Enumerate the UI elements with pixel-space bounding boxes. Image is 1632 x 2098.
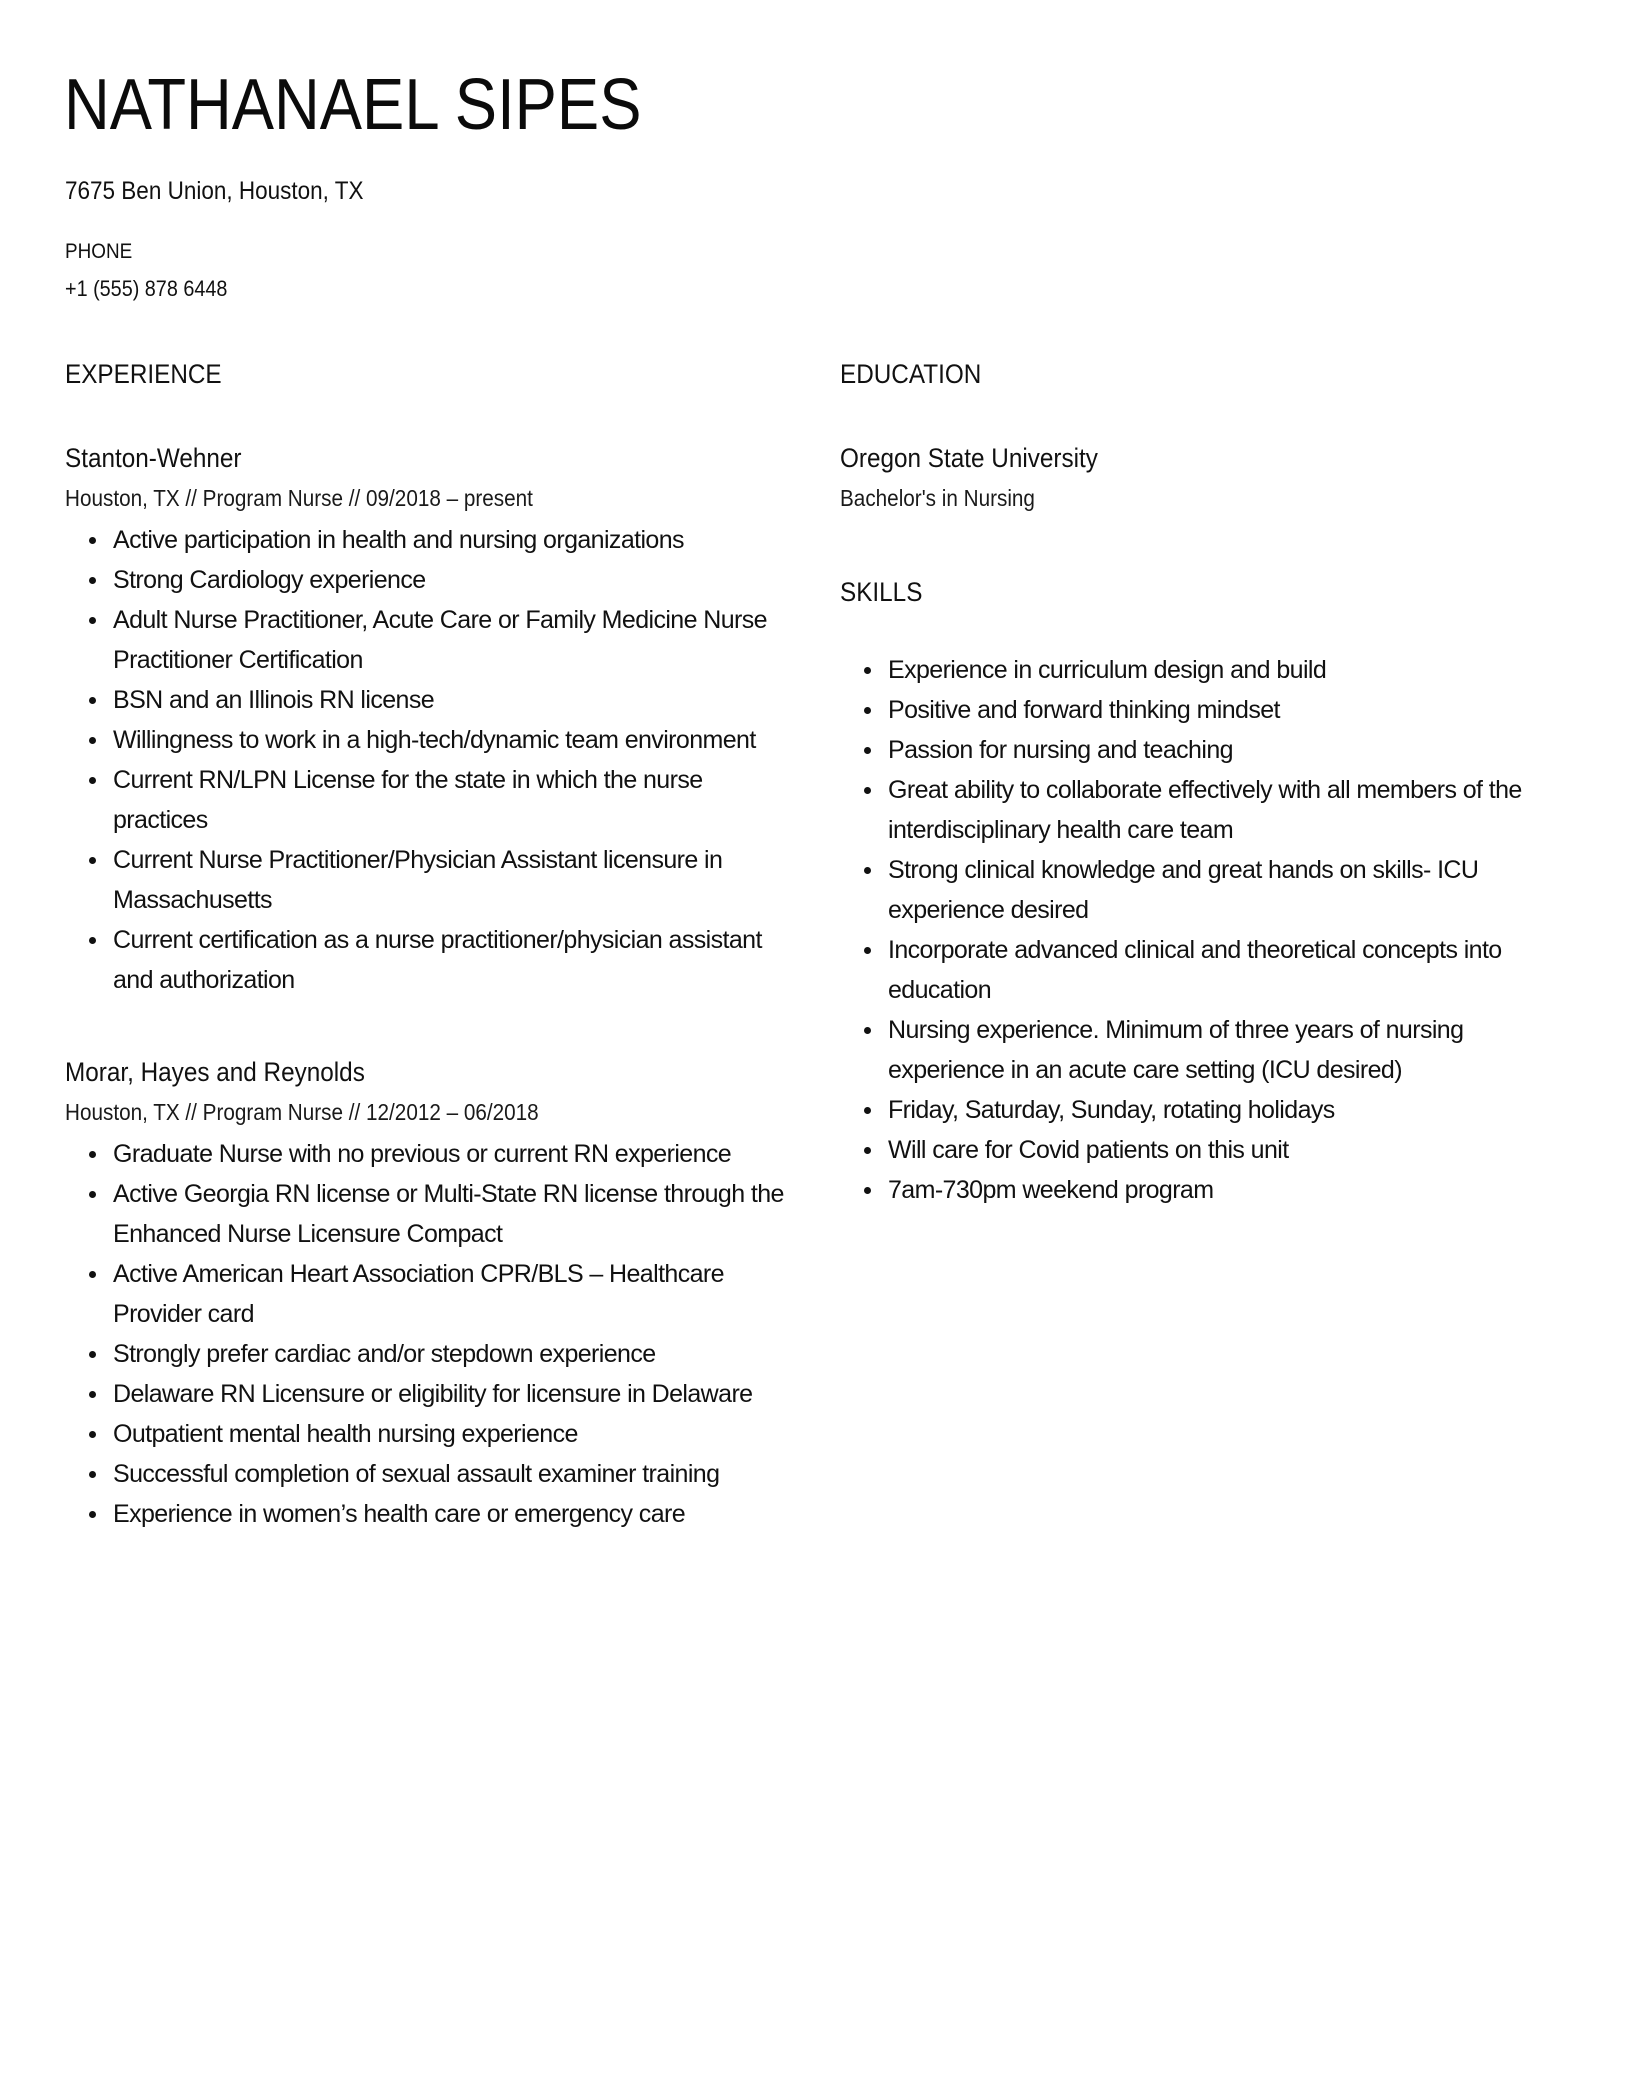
job-meta: Houston, TX // Program Nurse // 09/2018 – present [65,485,533,511]
bullet-text: Current certification as a nurse practitioner/physician assistant and authorization [113,926,762,994]
bullet-text: Friday, Saturday, Sunday, rotating holidays [888,1096,1335,1124]
bullet-dot-icon [89,697,96,704]
bullet-text: Outpatient mental health nursing experience [113,1420,578,1448]
bullet-dot-icon [89,617,96,624]
education-section [840,354,1580,518]
skills-section [840,572,1580,1210]
bullet-item [113,1134,795,1174]
bullet-dot-icon [864,787,871,794]
bullet-dot-icon [89,1351,96,1358]
bullet-item [888,1090,1580,1130]
bullet-dot-icon [864,707,871,714]
bullet-text: Strongly prefer cardiac and/or stepdown experience [113,1340,656,1368]
bullet-dot-icon [89,537,96,544]
bullet-dot-icon [864,747,871,754]
job-bullets [65,520,795,1000]
bullet-dot-icon [89,777,96,784]
bullet-text: Successful completion of sexual assault examiner training [113,1460,720,1488]
bullet-text: Strong Cardiology experience [113,566,426,594]
bullet-text: Active Georgia RN license or Multi-State RN license through the Enhanced Nurse Licensure Compact [113,1180,784,1248]
bullet-item [888,690,1580,730]
bullet-item [888,650,1580,690]
bullet-item [113,1174,795,1254]
job-entry [65,438,795,1000]
candidate-name: NATHANAEL SIPES [64,65,642,145]
bullet-item [113,760,795,840]
bullet-text: Adult Nurse Practitioner, Acute Care or Family Medicine Nurse Practitioner Certification [113,606,767,674]
phone-number: +1 (555) 878 6448 [65,276,228,301]
bullet-dot-icon [89,577,96,584]
education-title: EDUCATION [840,359,982,389]
bullet-item [113,1334,795,1374]
skills-title: SKILLS [840,577,923,607]
bullet-item [113,920,795,1000]
bullet-dot-icon [864,947,871,954]
right-column [840,354,1580,1210]
bullet-dot-icon [89,1511,96,1518]
bullet-dot-icon [89,937,96,944]
bullet-dot-icon [864,1107,871,1114]
bullet-text: Experience in curriculum design and build [888,656,1327,684]
bullet-item [113,1454,795,1494]
bullet-item [888,1130,1580,1170]
address: 7675 Ben Union, Houston, TX [65,177,364,205]
bullet-dot-icon [864,1027,871,1034]
bullet-dot-icon [89,1431,96,1438]
bullet-item [113,560,795,600]
bullet-dot-icon [89,1391,96,1398]
bullet-item [888,930,1580,1010]
education-entry [840,438,1580,518]
bullet-text: Strong clinical knowledge and great hands on skills- ICU experience desired [888,856,1479,924]
bullet-text: 7am-730pm weekend program [888,1176,1214,1204]
bullet-text: Experience in women’s health care or emergency care [113,1500,686,1528]
bullet-text: Active participation in health and nursing organizations [113,526,684,554]
bullet-text: Graduate Nurse with no previous or current RN experience [113,1140,732,1168]
bullet-item [888,1010,1580,1090]
bullet-item [888,730,1580,770]
bullet-item [113,1494,795,1534]
bullet-dot-icon [89,1191,96,1198]
bullet-dot-icon [864,1187,871,1194]
bullet-item [888,1170,1580,1210]
bullet-text: Incorporate advanced clinical and theoretical concepts into education [888,936,1502,1004]
bullet-item [888,770,1580,850]
bullet-item [113,600,795,680]
bullet-dot-icon [89,857,96,864]
school-name: Oregon State University [840,443,1098,473]
bullet-dot-icon [89,737,96,744]
bullet-dot-icon [864,867,871,874]
bullet-text: Great ability to collaborate effectively with all members of the interdisciplinary health care team [888,776,1522,844]
degree: Bachelor's in Nursing [840,485,1035,511]
bullet-dot-icon [89,1471,96,1478]
bullet-item [113,840,795,920]
bullet-text: BSN and an Illinois RN license [113,686,435,714]
bullet-text: Current Nurse Practitioner/Physician Assistant licensure in Massachusetts [113,846,723,914]
bullet-item [113,720,795,760]
bullet-text: Willingness to work in a high-tech/dynamic team environment [113,726,756,754]
job-meta: Houston, TX // Program Nurse // 12/2012 – 06/2018 [65,1099,539,1125]
bullet-text: Will care for Covid patients on this unit [888,1136,1289,1164]
skills-list [840,650,1580,1210]
bullet-dot-icon [89,1271,96,1278]
company-name: Morar, Hayes and Reynolds [65,1057,365,1087]
bullet-item [113,1414,795,1454]
bullet-item [888,850,1580,930]
phone-label: PHONE [65,240,133,263]
bullet-text: Active American Heart Association CPR/BLS – Healthcare Provider card [113,1260,724,1328]
bullet-dot-icon [89,1151,96,1158]
bullet-text: Delaware RN Licensure or eligibility for licensure in Delaware [113,1380,753,1408]
company-name: Stanton-Wehner [65,443,242,473]
bullet-text: Current RN/LPN License for the state in which the nurse practices [113,766,703,834]
job-entry [65,1052,795,1534]
bullet-text: Nursing experience. Minimum of three years of nursing experience in an acute care setting (ICU desired) [888,1016,1464,1084]
experience-section [65,354,795,1534]
experience-title: EXPERIENCE [65,359,222,389]
bullet-dot-icon [864,1147,871,1154]
bullet-item [113,1254,795,1334]
bullet-dot-icon [864,667,871,674]
bullet-item [113,680,795,720]
job-bullets [65,1134,795,1534]
bullet-text: Positive and forward thinking mindset [888,696,1280,724]
bullet-item [113,520,795,560]
bullet-text: Passion for nursing and teaching [888,736,1233,764]
bullet-item [113,1374,795,1414]
